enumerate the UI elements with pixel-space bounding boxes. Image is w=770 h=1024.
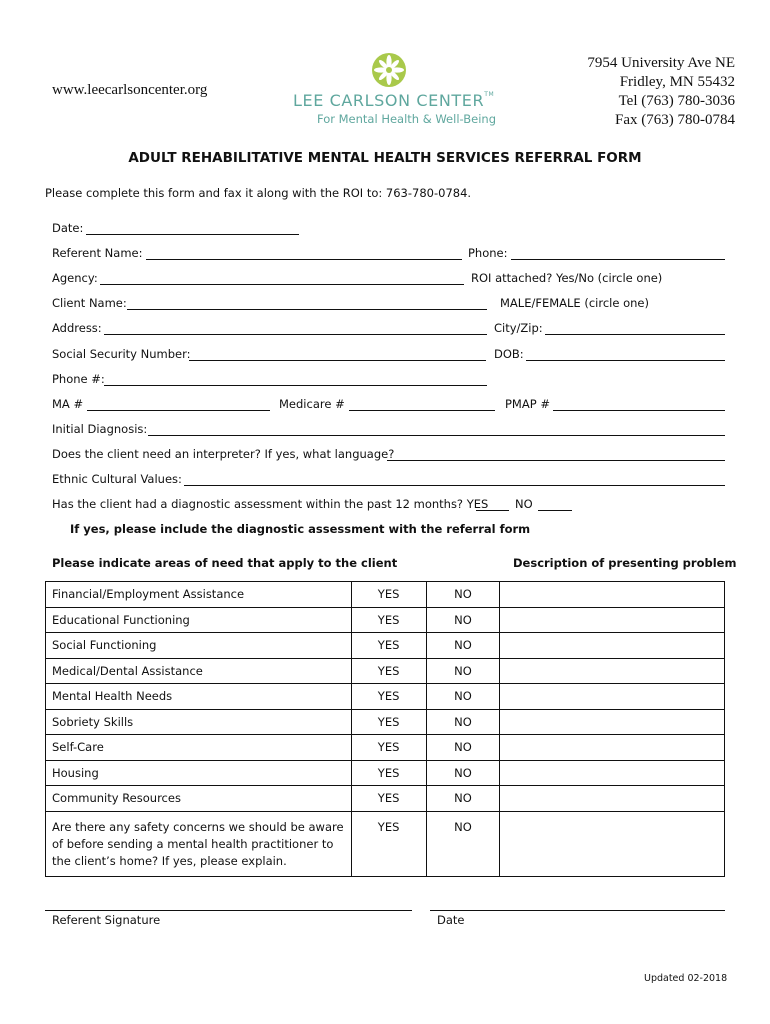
need-area-label: Community Resources [46,786,352,812]
table-row [46,684,725,710]
need-area-label: Medical/Dental Assistance [46,658,352,684]
table-row [46,709,725,735]
description-field[interactable] [500,811,725,876]
table-row [46,811,725,876]
ma-label: MA # [52,397,84,411]
assessment-label: Has the client had a diagnostic assessment within the past 12 months? YES [52,497,489,511]
website-url[interactable]: www.leecarlsoncenter.org [52,82,208,98]
phone-number-label: Phone #: [52,372,105,386]
address-tel: Tel (763) 780-3036 [618,93,735,109]
interpreter-label: Does the client need an interpreter? If yes, what language? [52,447,395,461]
agency-label: Agency: [52,271,98,285]
intro-text: Please complete this form and fax it along with the ROI to: 763-780-0784. [45,186,472,200]
address-street: 7954 University Ave NE [587,55,735,71]
description-field[interactable] [500,633,725,659]
no-option[interactable]: NO [426,735,500,761]
description-field[interactable] [500,786,725,812]
yes-option[interactable]: YES [351,658,426,684]
table-row [46,760,725,786]
logo [284,50,497,130]
need-area-label: Housing [46,760,352,786]
dob-label: DOB: [494,347,524,361]
center-address [587,54,735,130]
yes-option[interactable]: YES [351,633,426,659]
date-label: Date: [52,221,84,235]
assessment-no-field[interactable] [538,510,572,511]
description-field[interactable] [500,709,725,735]
ssn-field[interactable] [189,360,486,361]
page-title: ADULT REHABILITATIVE MENTAL HEALTH SERVICES REFERRAL FORM [128,150,642,166]
flower-star-icon [369,50,409,90]
address-field[interactable] [104,334,487,335]
yes-option[interactable]: YES [351,735,426,761]
assessment-note: If yes, please include the diagnostic assessment with the referral form [70,522,531,536]
phone-number-field[interactable] [104,385,487,386]
need-area-label: Are there any safety concerns we should be aware of before sending a mental health practitioner to the client’s home? If yes, please explain. [46,811,352,876]
table-row [46,607,725,633]
yes-option[interactable]: YES [351,811,426,876]
client-name-label: Client Name: [52,296,127,310]
yes-option[interactable]: YES [351,684,426,710]
date-field[interactable] [86,234,299,235]
yes-option[interactable]: YES [351,607,426,633]
agency-field[interactable] [100,284,464,285]
assessment-no-label: NO [515,497,533,511]
description-field[interactable] [500,607,725,633]
address-label: Address: [52,321,102,335]
signature-date-field[interactable] [430,910,725,911]
no-option[interactable]: NO [426,786,500,812]
need-area-label: Financial/Employment Assistance [46,582,352,608]
table-row [46,786,725,812]
table-row [46,735,725,761]
no-option[interactable]: NO [426,709,500,735]
pmap-field[interactable] [553,410,725,411]
ma-field[interactable] [87,410,270,411]
yes-option[interactable]: YES [351,582,426,608]
description-field[interactable] [500,760,725,786]
need-area-label: Educational Functioning [46,607,352,633]
table-row [46,658,725,684]
no-option[interactable]: NO [426,811,500,876]
interpreter-field[interactable] [387,460,725,461]
address-city: Fridley, MN 55432 [619,74,735,90]
description-field[interactable] [500,582,725,608]
no-option[interactable]: NO [426,684,500,710]
client-name-field[interactable] [127,309,487,310]
needs-header: Please indicate areas of need that apply to the client [52,556,398,570]
description-field[interactable] [500,684,725,710]
signature-date-label: Date [437,913,465,927]
ssn-label: Social Security Number: [52,347,191,361]
roi-label[interactable]: ROI attached? Yes/No (circle one) [471,271,663,285]
need-area-label: Self-Care [46,735,352,761]
no-option[interactable]: NO [426,582,500,608]
address-fax: Fax (763) 780-0784 [615,112,735,128]
initial-diagnosis-label: Initial Diagnosis: [52,422,148,436]
signature-field[interactable] [45,910,412,911]
medicare-field[interactable] [349,410,495,411]
no-option[interactable]: NO [426,633,500,659]
medicare-label: Medicare # [279,397,345,411]
description-field[interactable] [500,735,725,761]
no-option[interactable]: NO [426,658,500,684]
table-row [46,582,725,608]
logo-tagline: For Mental Health & Well-Being [317,112,497,126]
pmap-label: PMAP # [505,397,550,411]
yes-option[interactable]: YES [351,786,426,812]
dob-field[interactable] [526,360,725,361]
yes-option[interactable]: YES [351,760,426,786]
sex-label[interactable]: MALE/FEMALE (circle one) [500,296,649,310]
city-zip-label: City/Zip: [494,321,543,335]
description-header: Description of presenting problem [513,556,737,570]
referent-name-field[interactable] [146,259,462,260]
description-field[interactable] [500,658,725,684]
initial-diagnosis-field[interactable] [148,435,725,436]
no-option[interactable]: NO [426,760,500,786]
ethnic-values-label: Ethnic Cultural Values: [52,472,182,486]
phone-field[interactable] [511,259,725,260]
yes-option[interactable]: YES [351,709,426,735]
need-area-label: Sobriety Skills [46,709,352,735]
need-area-label: Mental Health Needs [46,684,352,710]
need-area-label: Social Functioning [46,633,352,659]
table-row [46,633,725,659]
referent-name-label: Referent Name: [52,246,143,260]
referent-signature-label: Referent Signature [52,913,161,927]
no-option[interactable]: NO [426,607,500,633]
ethnic-values-field[interactable] [184,485,725,486]
trademark: TM [484,91,495,98]
phone-label: Phone: [468,246,508,260]
city-zip-field[interactable] [545,334,725,335]
assessment-yes-field[interactable] [476,510,509,511]
updated-label: Updated 02-2018 [644,973,728,984]
logo-name: LEE CARLSON CENTER™ [293,91,495,110]
needs-table [45,581,725,877]
